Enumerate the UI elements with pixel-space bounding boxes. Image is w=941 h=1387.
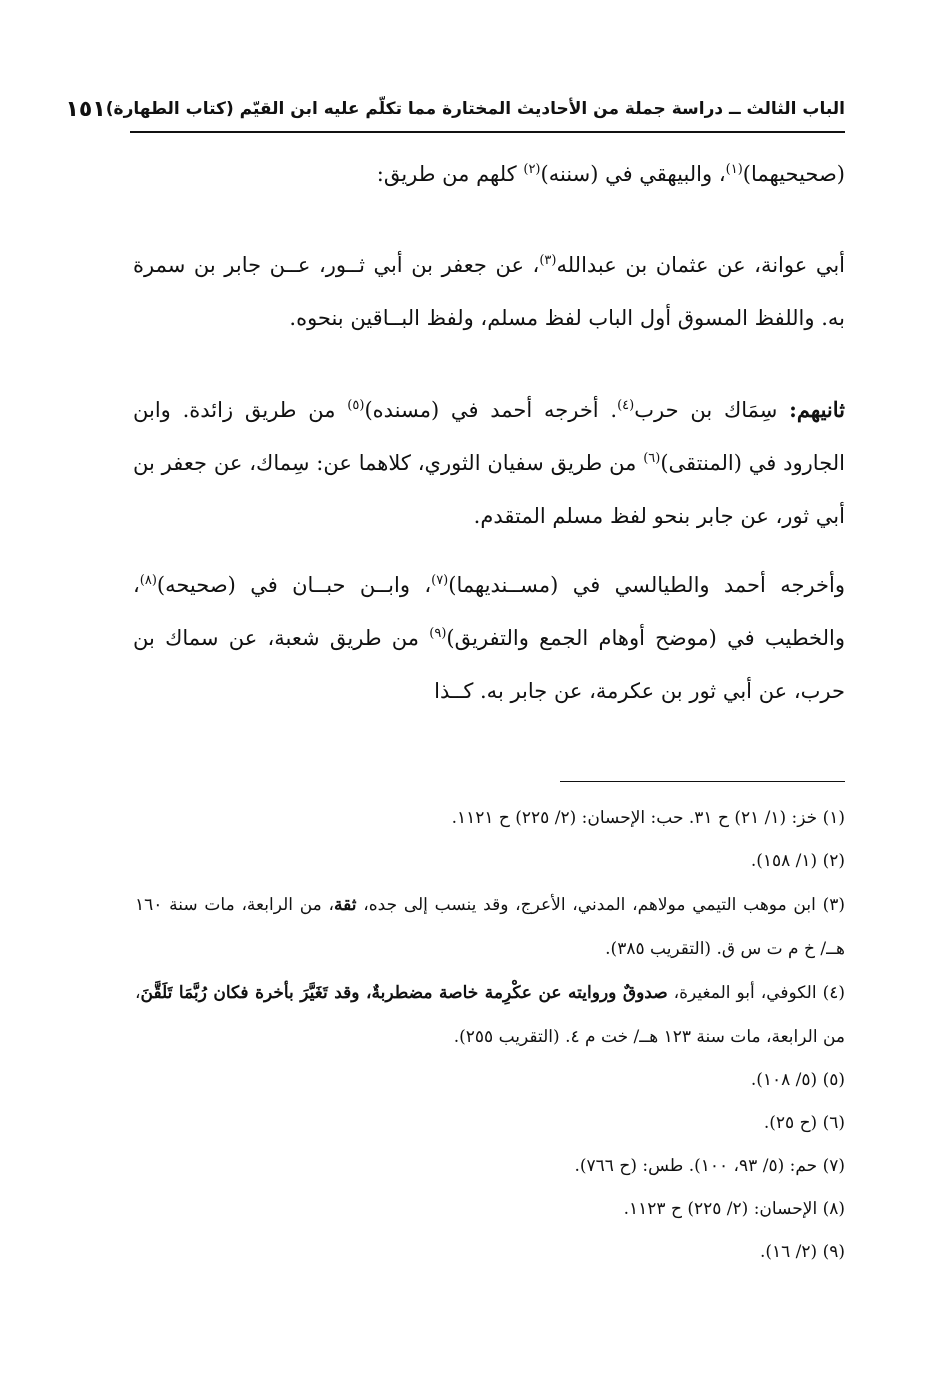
footnote-ref-7[interactable]: (٧) [431,573,449,588]
text-run: ، والبيهقي في (سننه) [540,162,726,186]
text-run: ، عن جعفر بن أبي ثــور، عــن جابر بن سمرة به. واللفظ المسوق أول الباب لفظ مسلم، ولفظ البــاقين بنحوه. [133,253,845,330]
footnote-separator [560,781,845,782]
footnote-8: (٨) الإحسان: (٢/ ٢٢٥) ح ١١٢٣. [623,1199,845,1219]
footnote-1: (١) خز: (١/ ٢١) ح ٣١. حب: الإحسان: (٢/ ٢٢٥) ح ١١٢١. [451,808,845,828]
grading-term: صدوقٌ وروايته عن عكْرِمة خاصة مضطربةٌ، وقد تَغَيَّرَ بأخرة فكان رُبَّمَا تَلَقَّنَ [140,983,668,1003]
footnote-2: (٢) (١/ ١٥٨). [750,851,845,871]
header-rule [130,131,845,133]
footnote-7: (٧) حم: (٥/ ٩٣، ١٠٠). طس: (ح ٧٦٦). [574,1156,845,1176]
text-run: (٤) الكوفي، أبو المغيرة، [667,983,845,1003]
paragraph-2 [133,239,845,345]
footnote-5: (٥) (٥/ ١٠٨). [750,1070,845,1090]
footnote-ref-2[interactable]: (٢) [523,162,541,177]
paragraph-3 [133,383,845,543]
text-run: ، وابــن حبــان في (صحيحه) [156,573,432,597]
header-title: الباب الثالث ــ دراسة جملة من الأحاديث المختارة مما تكلّم عليه ابن القيّم (كتاب الطهارة) [105,99,845,119]
footnote-6: (٦) (ح ٢٥). [763,1113,845,1133]
footnote-ref-9[interactable]: (٩) [429,626,447,641]
paragraph-1 [133,148,845,201]
footnote-3 [135,883,845,971]
text-run: ، من الرابعة، مات سنة ١٢٣ هــ/ خت م ٤. (التقريب ٢٥٥). [135,983,845,1047]
text-run: ، من الرابعة، مات سنة ١٦٠ هــ/ خ م ت س ق. (التقريب ٣٨٥). [135,895,845,959]
text-run: كلهم من طريق: [376,162,524,186]
text-run: سِمَاك بن حرب [634,398,790,422]
text-run: (٣) ابن موهب التيمي مولاهم، المدني، الأعرج، وقد ينسب إلى جده، [356,895,845,915]
grading-term: ثقة [334,895,357,915]
page-number: ١٥١ [65,96,106,122]
text-run: من طريق زائدة. وابن الجارود في (المنتقى) [133,398,845,475]
text-run: أبي عوانة، عن عثمان بن عبدالله [556,253,845,277]
paragraph-4 [133,559,845,718]
text-run: وأخرجه أحمد والطيالسي في (مســنديهما) [448,573,846,597]
footnote-ref-5[interactable]: (٥) [347,398,365,413]
footnote-ref-8[interactable]: (٨) [139,573,157,588]
text-run: ، والخطيب في (موضح أوهام الجمع والتفريق) [133,573,845,650]
paragraph-lead: ثانيهم: [789,397,845,422]
footnote-ref-4[interactable]: (٤) [617,398,635,413]
footnote-ref-1[interactable]: (١) [725,162,743,177]
text-run: . أخرجه أحمد في (مسنده) [364,398,618,422]
text-run: من طريق سفيان الثوري، كلاهما عن: سِماك، عن جعفر بن أبي ثور، عن جابر بنحو لفظ مسلم المتقدم. [133,451,845,528]
footnote-9: (٩) (٢/ ١٦). [759,1242,845,1262]
footnote-ref-3[interactable]: (٣) [539,253,557,268]
text-run: (صحيحيهما) [742,162,845,186]
text-run: من طريق شعبة، عن سماك بن حرب، عن أبي ثور بن عكرمة، عن جابر به. كــذا [133,626,845,703]
footnote-4 [135,971,845,1059]
footnotes [135,797,845,1274]
main-text [133,148,845,718]
running-header [65,86,845,132]
footnote-ref-6[interactable]: (٦) [643,451,661,466]
